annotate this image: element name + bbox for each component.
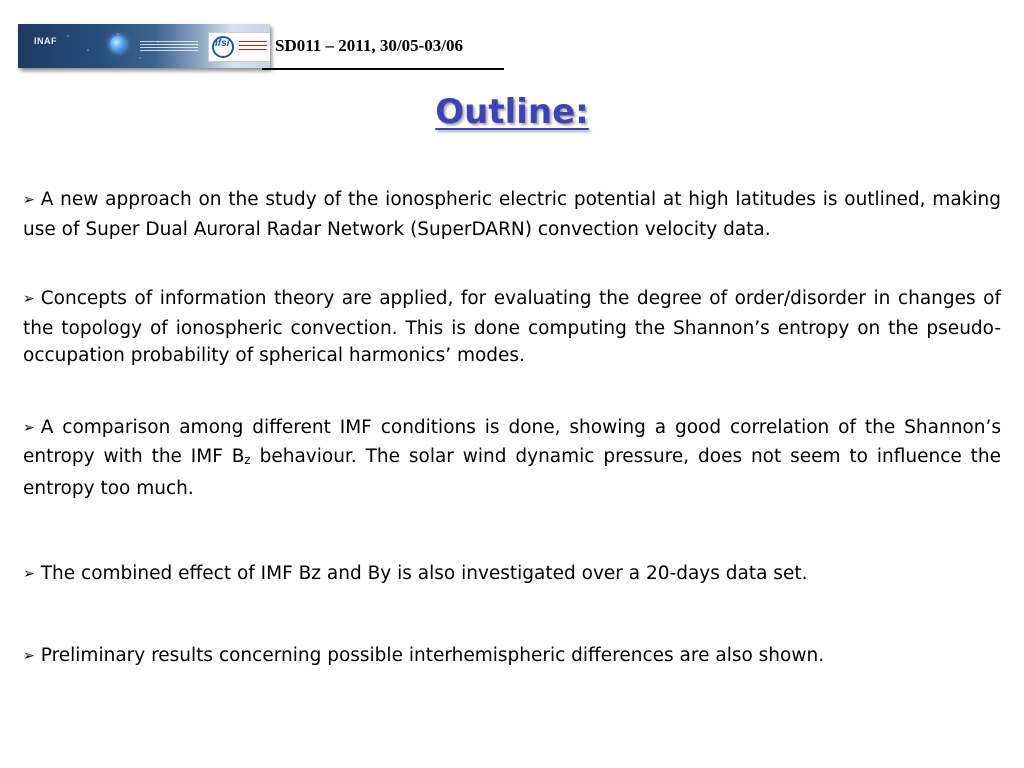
- arrow-bullet-icon: ➢: [23, 291, 35, 307]
- header-divider: [262, 68, 504, 70]
- planet-icon: [110, 36, 126, 52]
- inaf-logo-text: INAF: [34, 36, 57, 46]
- bullet-item: [23, 560, 1001, 590]
- ifsi-logo-text: ifsi: [215, 38, 230, 49]
- ifsi-logo: [208, 32, 270, 62]
- ifsi-caption-lines: [239, 41, 267, 53]
- bullet-text-continued: behaviour. The solar wind dynamic pressure, does not seem to influence the entropy too much.: [23, 446, 1002, 499]
- arrow-bullet-icon: ➢: [23, 566, 35, 582]
- bullet-item: [23, 414, 1001, 503]
- bullet-text: A comparison among different IMF conditions is done, showing a good correlation of the Shannon’s entropy with the IMF B: [23, 416, 1001, 467]
- bullet-text: Preliminary results concerning possible interhemispheric differences are also shown.: [40, 644, 825, 666]
- bullet-subscript: z: [244, 453, 251, 467]
- conference-label: SD011 – 2011, 30/05-03/06: [275, 36, 463, 55]
- bullet-item: [23, 642, 1001, 672]
- institution-logo-banner: [18, 24, 270, 68]
- bullet-text: Concepts of information theory are applied, for evaluating the degree of order/disorder in changes of the topology of ionospheric convection. This is done computing the Shannon’s entropy on the pseudo-occupation probability of spherical harmonics’ modes.: [23, 288, 1001, 366]
- arrow-bullet-icon: ➢: [23, 647, 35, 664]
- bullet-text: The combined effect of IMF Bz and By is also investigated over a 20-days data set.: [40, 563, 808, 584]
- bullet-item: [23, 186, 1001, 243]
- arrow-bullet-icon: ➢: [23, 419, 35, 436]
- bullet-text: A new approach on the study of the ionospheric electric potential at high latitudes is outlined, making use of Super Dual Auroral Radar Network (SuperDARN) convection velocity data.: [23, 189, 1001, 240]
- logo-caption-lines: [140, 41, 198, 51]
- arrow-bullet-icon: ➢: [23, 192, 35, 208]
- bullet-item: [23, 285, 1001, 370]
- bullet-list: [23, 186, 1001, 671]
- slide-title: Outline:: [435, 92, 589, 132]
